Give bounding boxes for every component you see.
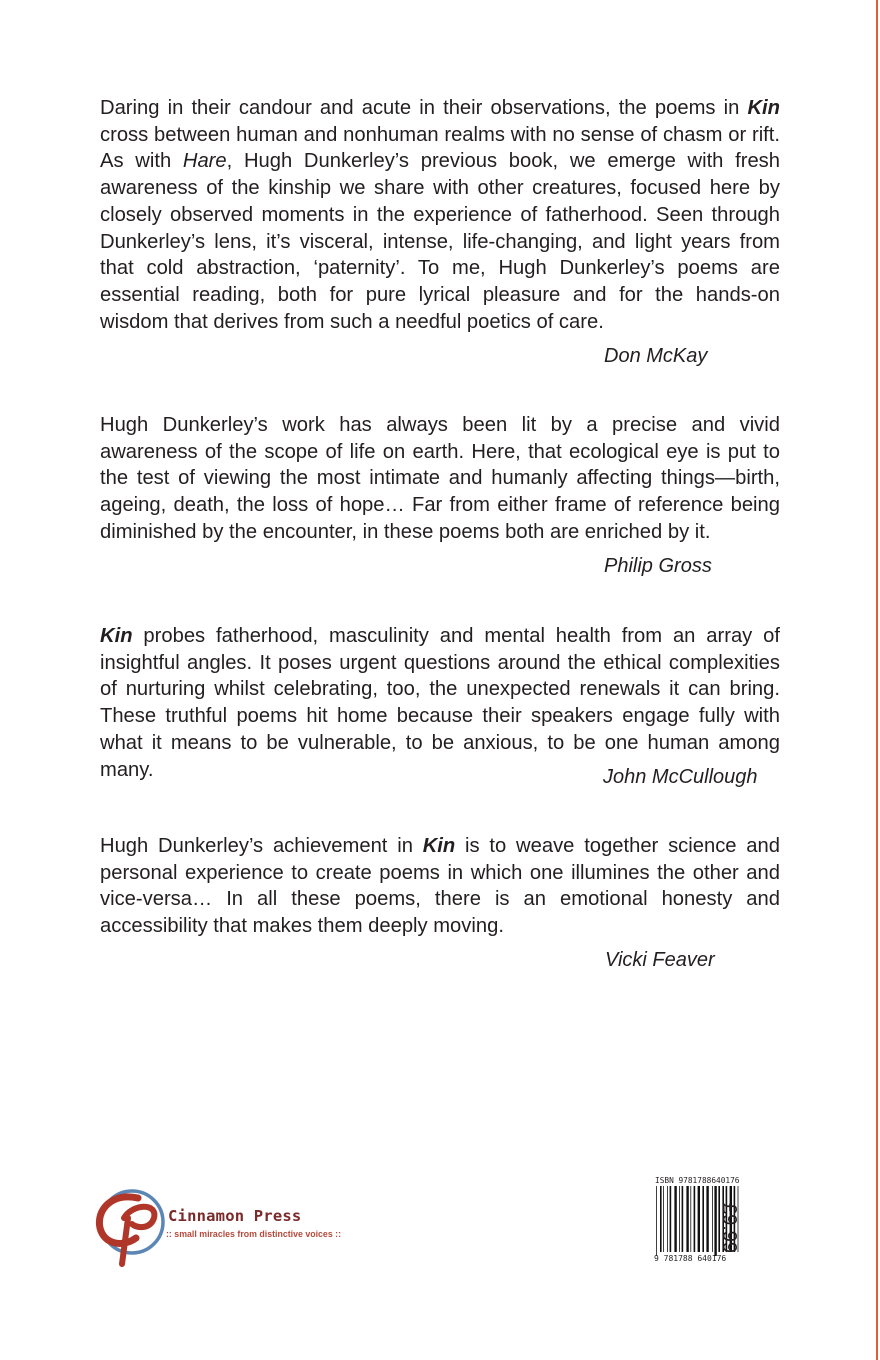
barcode-bar bbox=[670, 1186, 672, 1252]
blurb-philip-gross bbox=[100, 412, 780, 546]
barcode-bar bbox=[682, 1186, 684, 1252]
barcode-bar bbox=[663, 1186, 664, 1252]
barcode-bar bbox=[656, 1186, 657, 1256]
barcode-bar bbox=[686, 1186, 688, 1252]
cover-edge-line bbox=[876, 0, 878, 1360]
barcode-bar bbox=[706, 1186, 708, 1252]
blurb-text-segment: Kin bbox=[100, 625, 133, 647]
blurb-john-mccullough bbox=[100, 623, 780, 783]
blurb-text-segment: Hugh Dunkerley’s work has always been lit by a precise and vivid awareness of the scope of life on earth. Here, that ecological eye is put to the test of viewing the most intimate and humanly affecting things—birth, ageing, death, the loss of hope… Far from either frame of reference being diminished by the encounter, in these poems both are enriched by it. bbox=[100, 414, 780, 543]
blurb-text-segment: Hare bbox=[182, 150, 227, 173]
barcode-bar bbox=[674, 1186, 676, 1252]
barcode-bar bbox=[667, 1186, 668, 1252]
barcode-bar bbox=[694, 1186, 696, 1252]
price-label: £9.99 bbox=[718, 1203, 740, 1254]
publisher-name: Cinnamon Press bbox=[168, 1207, 302, 1225]
blurb-text-segment: probes fatherhood, masculinity and mental health from an array of insightful angles. It poses urgent questions around the ethical complexities of nurturing whilst celebrating, too, the unexpected renewals it can bring. These truthful poems hit home because their speakers engage fully with what it means to be vulnerable, to be anxious, to be one human among many. bbox=[100, 625, 780, 781]
barcode-bar bbox=[679, 1186, 680, 1252]
blurb-vicki-feaver bbox=[100, 833, 780, 940]
blurb-text-segment: cross between human and nonhuman realms with no sense of chasm or rift. As with bbox=[100, 123, 780, 173]
barcode-digits: 9 781788 640176 bbox=[654, 1254, 727, 1263]
barcode-bar bbox=[698, 1186, 700, 1252]
cinnamon-press-logo-icon bbox=[92, 1184, 172, 1268]
blurb-text-segment: Kin bbox=[422, 835, 456, 857]
blurb-don-mckay bbox=[100, 95, 780, 335]
attribution-philip-gross: Philip Gross bbox=[604, 555, 712, 577]
blurb-text-segment: is to weave together science and personal experience to create poems in which one illumines the other and vice-versa… In all these poems, there is an emotional honesty and accessibility that makes them deeply moving. bbox=[100, 835, 780, 938]
blurb-text-segment: , Hugh Dunkerley’s previous book, we emerge with fresh awareness of the kinship we share with other creatures, focused here by closely observed moments in the experience of fatherhood. Seen through Dunkerley’s lens, it’s visceral, intense, life-changing, and light years from that cold abstraction, ‘paternity’. To me, Hugh Dunkerley’s poems are essential reading, both for pure lyrical pleasure and for the hands-on wisdom that derives from such a needful poetics of care. bbox=[100, 150, 780, 333]
barcode-bar bbox=[702, 1186, 704, 1252]
attribution-don-mckay: Don McKay bbox=[604, 345, 708, 367]
attribution-john-mccullough: John McCullough bbox=[603, 766, 758, 788]
barcode-bar bbox=[690, 1186, 691, 1252]
barcode-bar bbox=[660, 1186, 662, 1252]
attribution-vicki-feaver: Vicki Feaver bbox=[605, 949, 715, 971]
blurb-text-segment: Hugh Dunkerley’s achievement in bbox=[100, 835, 423, 857]
blurb-text-segment: Daring in their candour and acute in their observations, the poems in bbox=[100, 97, 748, 119]
isbn-label: ISBN 9781788640176 bbox=[655, 1176, 740, 1185]
publisher-tagline: :: small miracles from distinctive voices :: bbox=[166, 1229, 342, 1239]
blurb-text-segment: Kin bbox=[747, 97, 780, 119]
